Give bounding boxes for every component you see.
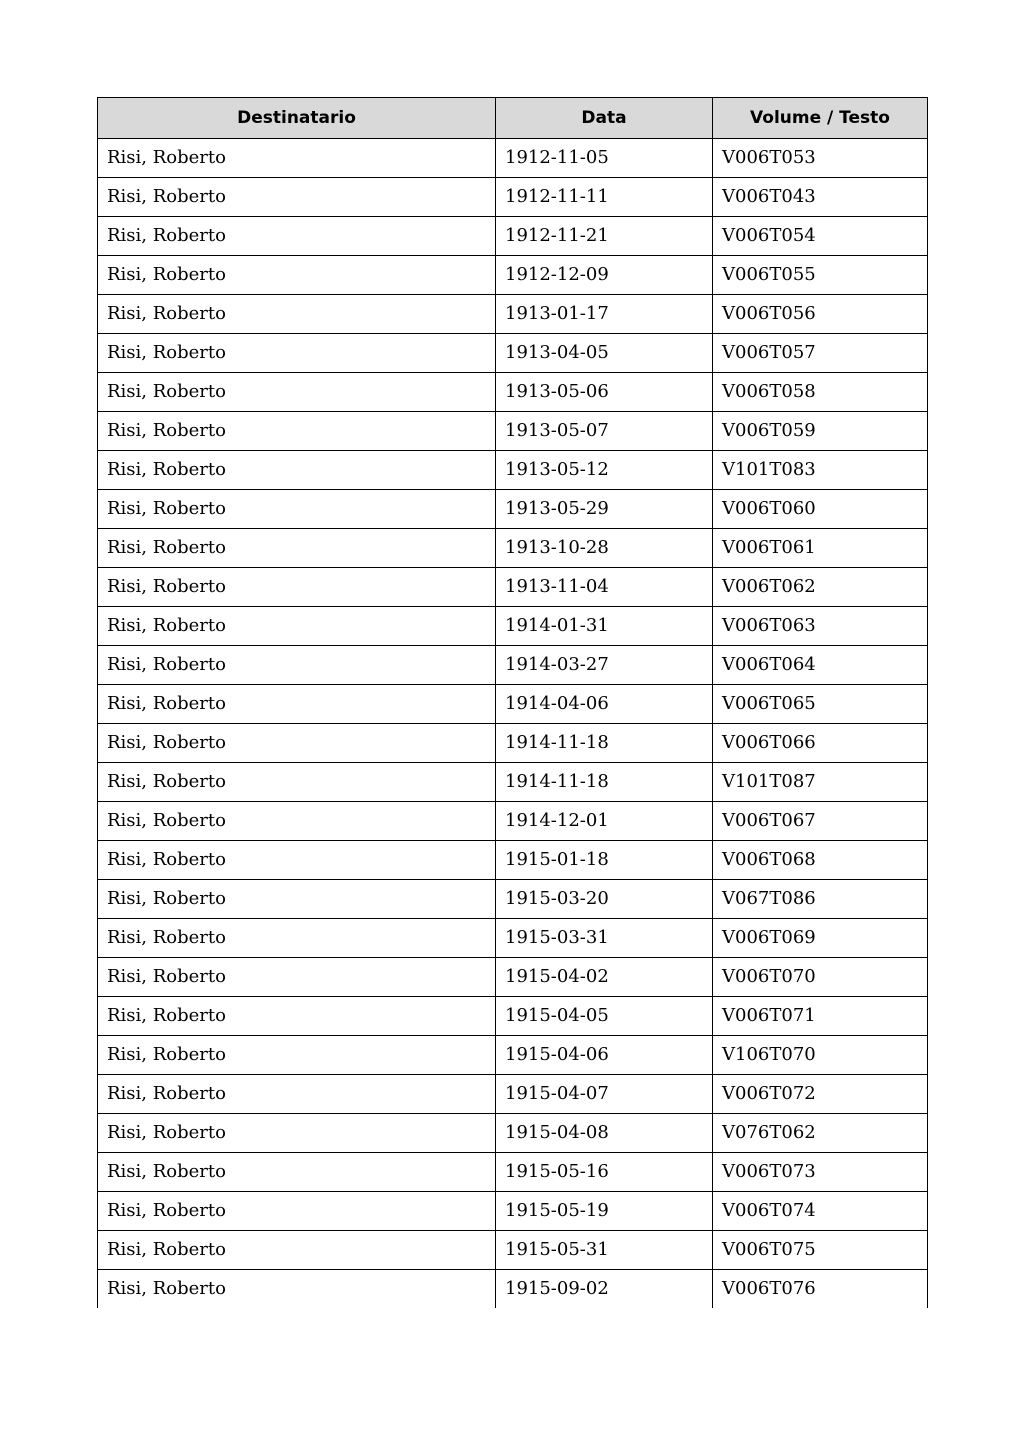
cell-destinatario: Risi, Roberto	[98, 139, 496, 178]
document-page	[97, 97, 927, 1308]
cell-volume-testo: V006T071	[713, 997, 928, 1036]
cell-destinatario: Risi, Roberto	[98, 685, 496, 724]
letters-table	[97, 97, 928, 1308]
cell-volume-testo: V006T057	[713, 334, 928, 373]
cell-destinatario: Risi, Roberto	[98, 880, 496, 919]
cell-volume-testo: V006T069	[713, 919, 928, 958]
cell-destinatario: Risi, Roberto	[98, 919, 496, 958]
table-row	[98, 802, 928, 841]
cell-data: 1912-11-05	[496, 139, 713, 178]
table-body	[98, 139, 928, 1309]
cell-data: 1913-05-12	[496, 451, 713, 490]
table-row	[98, 763, 928, 802]
cell-volume-testo: V101T083	[713, 451, 928, 490]
cell-data: 1912-12-09	[496, 256, 713, 295]
cell-destinatario: Risi, Roberto	[98, 1231, 496, 1270]
cell-volume-testo: V006T066	[713, 724, 928, 763]
cell-data: 1915-04-07	[496, 1075, 713, 1114]
cell-data: 1914-11-18	[496, 724, 713, 763]
table-row	[98, 958, 928, 997]
cell-destinatario: Risi, Roberto	[98, 373, 496, 412]
cell-destinatario: Risi, Roberto	[98, 1114, 496, 1153]
header-row	[98, 98, 928, 139]
cell-data: 1913-01-17	[496, 295, 713, 334]
table-row	[98, 724, 928, 763]
table-row	[98, 1075, 928, 1114]
cell-destinatario: Risi, Roberto	[98, 1270, 496, 1309]
cell-data: 1915-01-18	[496, 841, 713, 880]
cell-volume-testo: V006T053	[713, 139, 928, 178]
cell-volume-testo: V006T054	[713, 217, 928, 256]
cell-destinatario: Risi, Roberto	[98, 412, 496, 451]
table-row	[98, 646, 928, 685]
table-row	[98, 997, 928, 1036]
table-row	[98, 1231, 928, 1270]
cell-destinatario: Risi, Roberto	[98, 724, 496, 763]
cell-destinatario: Risi, Roberto	[98, 958, 496, 997]
cell-destinatario: Risi, Roberto	[98, 646, 496, 685]
cell-data: 1914-12-01	[496, 802, 713, 841]
cell-data: 1913-05-06	[496, 373, 713, 412]
cell-destinatario: Risi, Roberto	[98, 451, 496, 490]
table-row	[98, 217, 928, 256]
cell-volume-testo: V101T087	[713, 763, 928, 802]
cell-volume-testo: V006T060	[713, 490, 928, 529]
cell-volume-testo: V006T075	[713, 1231, 928, 1270]
cell-data: 1913-11-04	[496, 568, 713, 607]
table-row	[98, 139, 928, 178]
cell-volume-testo: V006T076	[713, 1270, 928, 1309]
cell-data: 1913-05-29	[496, 490, 713, 529]
cell-volume-testo: V006T062	[713, 568, 928, 607]
cell-volume-testo: V006T064	[713, 646, 928, 685]
cell-data: 1915-05-31	[496, 1231, 713, 1270]
cell-data: 1915-09-02	[496, 1270, 713, 1309]
cell-data: 1914-04-06	[496, 685, 713, 724]
table-row	[98, 178, 928, 217]
cell-volume-testo: V067T086	[713, 880, 928, 919]
cell-destinatario: Risi, Roberto	[98, 802, 496, 841]
cell-destinatario: Risi, Roberto	[98, 997, 496, 1036]
cell-data: 1915-04-05	[496, 997, 713, 1036]
cell-destinatario: Risi, Roberto	[98, 763, 496, 802]
cell-volume-testo: V006T063	[713, 607, 928, 646]
cell-volume-testo: V006T067	[713, 802, 928, 841]
cell-data: 1912-11-21	[496, 217, 713, 256]
cell-volume-testo: V106T070	[713, 1036, 928, 1075]
table-row	[98, 490, 928, 529]
table-row	[98, 1153, 928, 1192]
cell-destinatario: Risi, Roberto	[98, 334, 496, 373]
table-row	[98, 1036, 928, 1075]
cell-volume-testo: V006T055	[713, 256, 928, 295]
cell-destinatario: Risi, Roberto	[98, 178, 496, 217]
cell-volume-testo: V006T043	[713, 178, 928, 217]
cell-data: 1913-04-05	[496, 334, 713, 373]
table-row	[98, 529, 928, 568]
table-row	[98, 412, 928, 451]
table-row	[98, 1114, 928, 1153]
table-row	[98, 919, 928, 958]
table-row	[98, 334, 928, 373]
cell-volume-testo: V006T065	[713, 685, 928, 724]
table-row	[98, 256, 928, 295]
cell-destinatario: Risi, Roberto	[98, 217, 496, 256]
cell-destinatario: Risi, Roberto	[98, 607, 496, 646]
cell-data: 1915-04-02	[496, 958, 713, 997]
table-row	[98, 373, 928, 412]
cell-data: 1914-11-18	[496, 763, 713, 802]
cell-volume-testo: V006T070	[713, 958, 928, 997]
table-row	[98, 841, 928, 880]
cell-volume-testo: V006T074	[713, 1192, 928, 1231]
cell-destinatario: Risi, Roberto	[98, 841, 496, 880]
cell-data: 1915-03-20	[496, 880, 713, 919]
cell-data: 1913-05-07	[496, 412, 713, 451]
cell-data: 1914-03-27	[496, 646, 713, 685]
cell-volume-testo: V006T058	[713, 373, 928, 412]
table-row	[98, 880, 928, 919]
table-row	[98, 1270, 928, 1309]
table-row	[98, 607, 928, 646]
cell-destinatario: Risi, Roberto	[98, 529, 496, 568]
cell-destinatario: Risi, Roberto	[98, 1075, 496, 1114]
cell-destinatario: Risi, Roberto	[98, 1036, 496, 1075]
cell-destinatario: Risi, Roberto	[98, 568, 496, 607]
cell-data: 1915-04-08	[496, 1114, 713, 1153]
cell-volume-testo: V006T068	[713, 841, 928, 880]
cell-destinatario: Risi, Roberto	[98, 295, 496, 334]
cell-volume-testo: V006T073	[713, 1153, 928, 1192]
table-header	[98, 98, 928, 139]
table-row	[98, 685, 928, 724]
cell-data: 1915-03-31	[496, 919, 713, 958]
column-header-volume-testo: Volume / Testo	[713, 98, 928, 139]
column-header-data: Data	[496, 98, 713, 139]
cell-data: 1914-01-31	[496, 607, 713, 646]
cell-data: 1913-10-28	[496, 529, 713, 568]
cell-data: 1915-05-19	[496, 1192, 713, 1231]
cell-volume-testo: V006T072	[713, 1075, 928, 1114]
cell-destinatario: Risi, Roberto	[98, 256, 496, 295]
cell-volume-testo: V076T062	[713, 1114, 928, 1153]
table-row	[98, 568, 928, 607]
cell-destinatario: Risi, Roberto	[98, 1192, 496, 1231]
column-header-destinatario: Destinatario	[98, 98, 496, 139]
cell-volume-testo: V006T056	[713, 295, 928, 334]
cell-volume-testo: V006T059	[713, 412, 928, 451]
cell-destinatario: Risi, Roberto	[98, 490, 496, 529]
table-row	[98, 1192, 928, 1231]
table-row	[98, 451, 928, 490]
cell-volume-testo: V006T061	[713, 529, 928, 568]
cell-data: 1915-05-16	[496, 1153, 713, 1192]
cell-destinatario: Risi, Roberto	[98, 1153, 496, 1192]
cell-data: 1915-04-06	[496, 1036, 713, 1075]
cell-data: 1912-11-11	[496, 178, 713, 217]
table-row	[98, 295, 928, 334]
